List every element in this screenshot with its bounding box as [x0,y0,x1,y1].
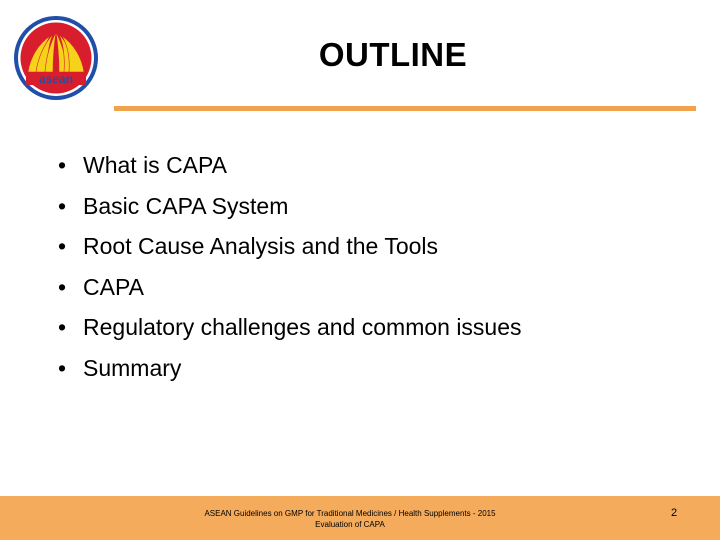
footer-bar [0,496,720,540]
page-number: 2 [670,507,678,519]
bullet-text: Basic CAPA System [83,192,289,219]
bullet-icon: • [57,233,67,259]
bullet-icon: • [57,314,67,340]
asean-emblem-icon [12,14,100,102]
footer-text [180,508,520,530]
bullet-icon: • [57,273,67,300]
bullet-text: What is CAPA [83,152,227,178]
title-divider [114,106,696,111]
bullet-icon: • [57,354,67,381]
bullet-icon: • [57,192,67,219]
footer-line-topic: Evaluation of CAPA [315,520,385,529]
bullet-text: Summary [83,354,182,381]
bullet-icon: • [57,152,67,178]
slide-title: OUTLINE [318,36,468,73]
bullet-text: Root Cause Analysis and the Tools [83,233,439,259]
footer-line-guidelines: ASEAN Guidelines on GMP for Traditional Medicines / Health Supplements - 2015 [204,509,496,518]
logo-text: asean [38,72,74,86]
asean-logo [12,14,100,102]
bullet-text: Regulatory challenges and common issues [83,314,522,340]
bullet-text: CAPA [83,273,144,300]
